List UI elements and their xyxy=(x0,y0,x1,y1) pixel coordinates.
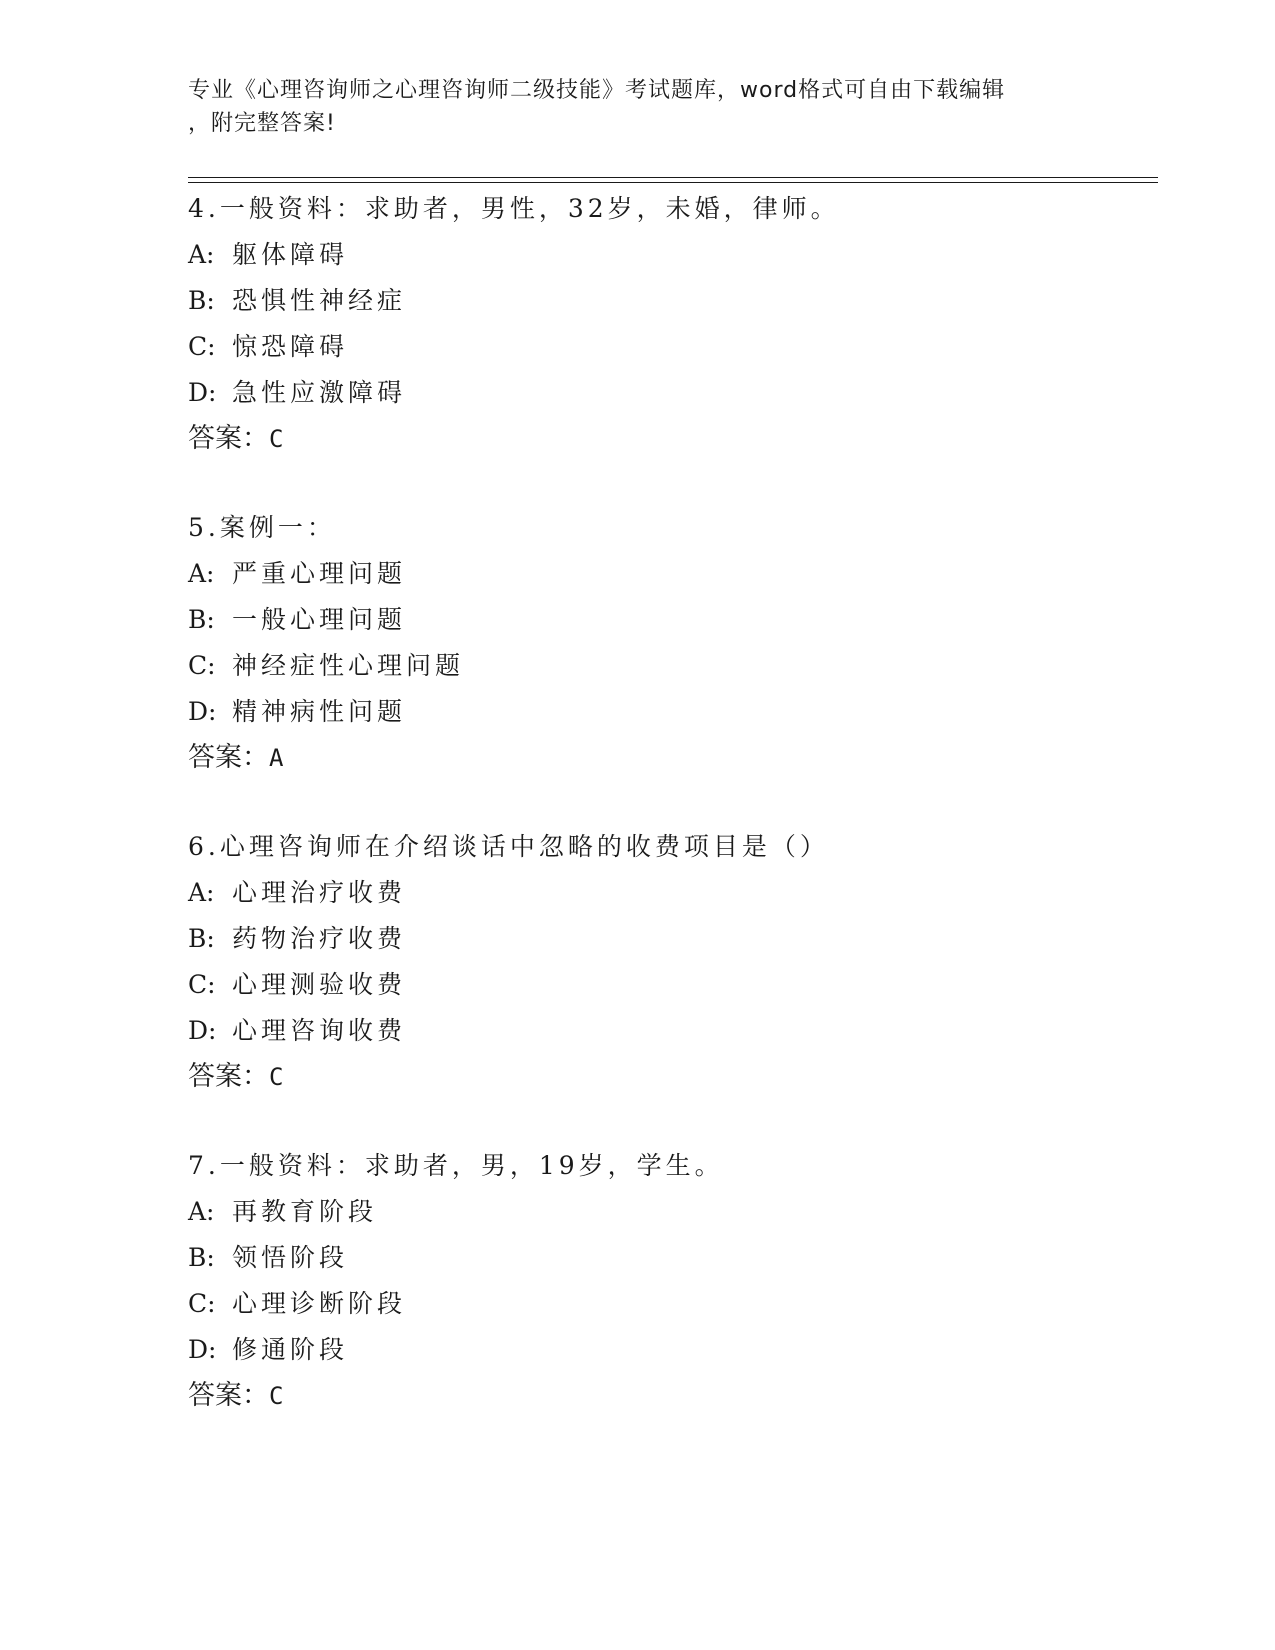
option-c xyxy=(188,643,1158,689)
answer-line xyxy=(188,735,1158,781)
answer-label: 答案： xyxy=(188,1380,269,1411)
option-letter: A: xyxy=(188,878,215,907)
option-letter: B: xyxy=(188,924,215,953)
option-a xyxy=(188,551,1158,597)
answer-label: 答案： xyxy=(188,423,269,454)
option-c xyxy=(188,324,1158,370)
option-text: 修通阶段 xyxy=(232,1335,349,1364)
option-letter: D: xyxy=(188,697,217,726)
option-b xyxy=(188,916,1158,962)
option-letter: B: xyxy=(188,1243,215,1272)
option-letter: A: xyxy=(188,240,215,269)
option-text: 再教育阶段 xyxy=(232,1197,378,1226)
option-text: 领悟阶段 xyxy=(232,1243,349,1272)
option-b xyxy=(188,597,1158,643)
option-b xyxy=(188,278,1158,324)
option-letter: B: xyxy=(188,605,215,634)
option-text: 精神病性问题 xyxy=(232,697,407,726)
document-header xyxy=(188,74,1088,140)
option-letter: B: xyxy=(188,286,215,315)
question-title: 4.一般资料：求助者，男性，32岁，未婚，律师。 xyxy=(188,194,840,223)
question-7 xyxy=(188,1143,1158,1419)
option-text: 一般心理问题 xyxy=(232,605,407,634)
question-6 xyxy=(188,824,1158,1100)
option-a xyxy=(188,1189,1158,1235)
option-text: 心理咨询收费 xyxy=(232,1016,407,1045)
option-letter: C: xyxy=(188,970,216,999)
option-text: 严重心理问题 xyxy=(232,559,407,588)
question-title: 5.案例一： xyxy=(188,513,336,542)
option-text: 心理测验收费 xyxy=(232,970,407,999)
answer-value: C xyxy=(269,1382,284,1410)
option-d xyxy=(188,370,1158,416)
option-c xyxy=(188,962,1158,1008)
option-c xyxy=(188,1281,1158,1327)
option-letter: D: xyxy=(188,1016,217,1045)
answer-label: 答案： xyxy=(188,742,269,773)
option-d xyxy=(188,1008,1158,1054)
option-text: 惊恐障碍 xyxy=(232,332,349,361)
header-divider-top xyxy=(188,177,1158,178)
answer-value: A xyxy=(269,744,284,772)
answer-value: C xyxy=(269,425,284,453)
option-text: 躯体障碍 xyxy=(232,240,349,269)
question-5 xyxy=(188,505,1158,781)
option-d xyxy=(188,1327,1158,1373)
option-text: 心理诊断阶段 xyxy=(232,1289,407,1318)
header-line-2: ，附完整答案! xyxy=(188,111,336,136)
header-line-1: 专业《心理咨询师之心理咨询师二级技能》考试题库，word格式可自由下载编辑 xyxy=(188,78,1006,103)
answer-value: C xyxy=(269,1063,284,1091)
question-title: 7.一般资料：求助者，男，19岁，学生。 xyxy=(188,1151,724,1180)
option-letter: A: xyxy=(188,1197,215,1226)
answer-line xyxy=(188,1373,1158,1419)
answer-line xyxy=(188,416,1158,462)
option-text: 心理治疗收费 xyxy=(232,878,407,907)
option-letter: C: xyxy=(188,651,216,680)
question-title: 6.心理咨询师在介绍谈话中忽略的收费项目是（） xyxy=(188,832,829,861)
answer-label: 答案： xyxy=(188,1061,269,1092)
option-a xyxy=(188,232,1158,278)
option-a xyxy=(188,870,1158,916)
option-letter: D: xyxy=(188,378,217,407)
option-text: 急性应激障碍 xyxy=(232,378,407,407)
option-text: 神经症性心理问题 xyxy=(232,651,465,680)
option-letter: A: xyxy=(188,559,215,588)
option-letter: C: xyxy=(188,332,216,361)
header-divider-bottom xyxy=(188,182,1158,183)
option-text: 药物治疗收费 xyxy=(232,924,407,953)
option-b xyxy=(188,1235,1158,1281)
question-4 xyxy=(188,186,1158,462)
option-letter: D: xyxy=(188,1335,217,1364)
option-d xyxy=(188,689,1158,735)
option-letter: C: xyxy=(188,1289,216,1318)
answer-line xyxy=(188,1054,1158,1100)
option-text: 恐惧性神经症 xyxy=(232,286,407,315)
